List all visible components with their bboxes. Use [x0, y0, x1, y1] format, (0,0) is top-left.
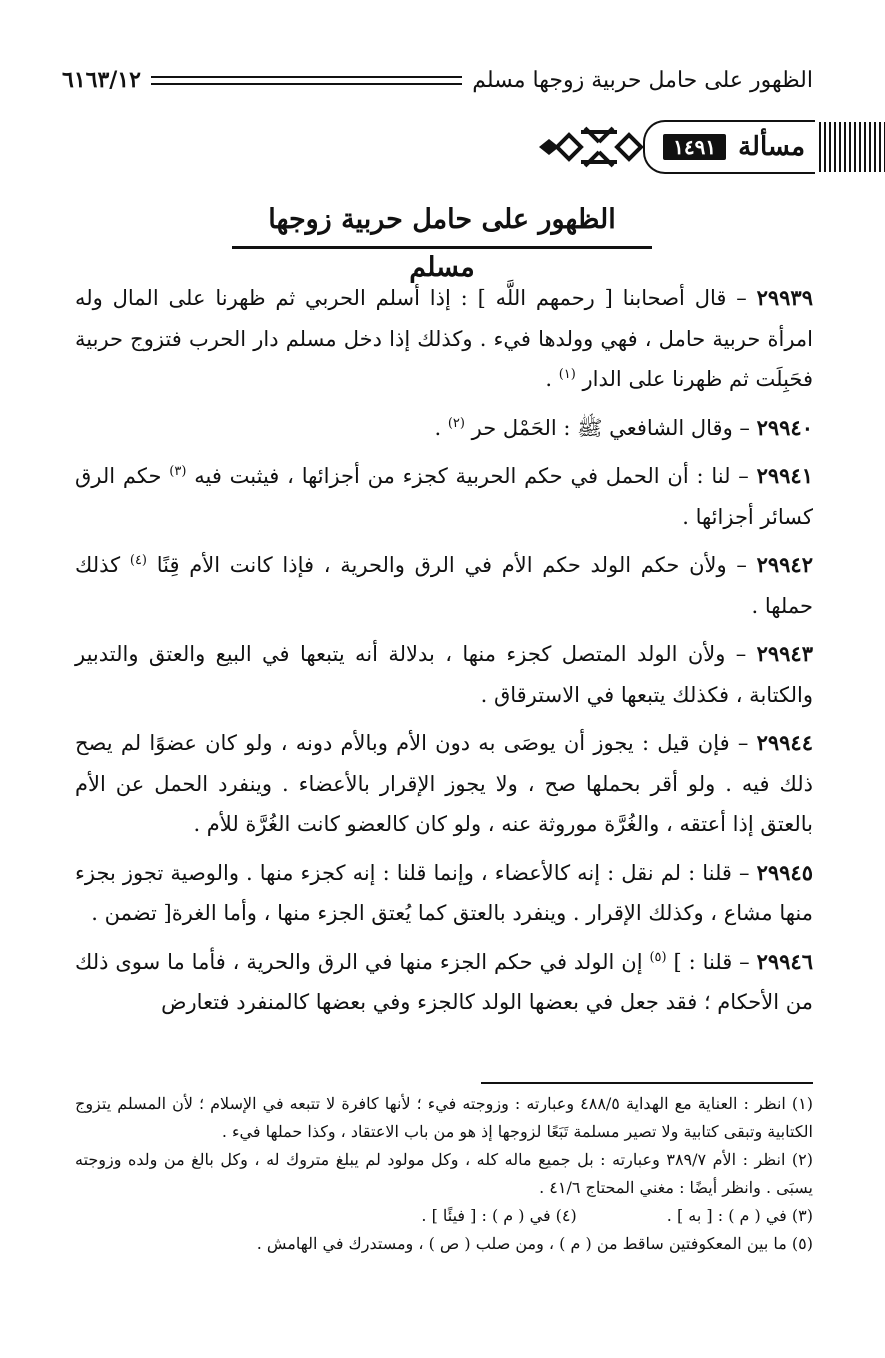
paragraph-29939: [75, 278, 813, 400]
footnote-row-3-4: [75, 1202, 813, 1230]
header-double-rule: [151, 76, 462, 85]
paragraph-29943: [75, 634, 813, 715]
paragraph-tail: إن الولد في حكم الجزء منها في الرق والحرية ، فأما ما سوى ذلك من الأحكام ؛ فقد جعل في بعضها الولد كالجزء وفي بعضها كالمنفرد فتعارض: [75, 949, 813, 1014]
paragraph-text: – قلنا : ]: [673, 949, 757, 974]
paragraph-text: – ولأن حكم الولد حكم الأم في الرق والحرية ، فإذا كانت الأم قِنًا: [156, 553, 757, 577]
paragraph-tail: .: [545, 367, 559, 391]
paragraph-number: ٢٩٩٤٣: [756, 641, 813, 666]
paragraph-text: – لنا : أن الحمل في حكم الحربية كجزء من أجزائها ، فيثبت فيه: [194, 464, 757, 488]
issue-number: ١٤٩١: [663, 134, 726, 160]
issue-label: مسألة: [738, 132, 805, 162]
paragraph-29942: [75, 545, 813, 626]
running-head: [62, 64, 813, 96]
footnote-separator: [481, 1082, 813, 1084]
paragraph-29945: [75, 853, 813, 934]
page-number: ٦١٦٣/١٢: [62, 67, 141, 93]
paragraph-text: – وقال الشافعي ﷺ : الحَمْل حر: [471, 415, 757, 440]
paragraph-29944: [75, 723, 813, 845]
footnote-3: (٣) في ( م ) : [ به ] .: [666, 1206, 813, 1225]
paragraph-tail: حكم الرق كسائر أجزائها .: [75, 464, 813, 529]
paragraph-number: ٢٩٩٤٤: [756, 730, 813, 755]
paragraph-number: ٢٩٩٣٩: [756, 285, 813, 310]
paragraph-number: ٢٩٩٤٦: [756, 948, 813, 974]
issue-label-box: [643, 120, 815, 174]
footnote-4: (٤) في ( م ) : [ فيئًا ] .: [421, 1206, 577, 1225]
paragraph-text: – فإن قيل : يجوز أن يوصَى به دون الأم وبالأم دونه ، ولو كان عضوًا لم يصح ذلك فيه . ولو أقر بحملها صح ، ولا يجوز الإقرار بالأعضاء . وينفرد الحمل عن الأم بالعتق إذا أعتقه ، والغُرَّة موروثة عنه ، ولو كان كالعضو كانت الغُرَّة للأم .: [75, 731, 813, 836]
paragraph-text: – قال أصحابنا [ رحمهم اللَّه ] : إذا أسلم الحربي ثم ظهرنا على المال وله امرأة حربية حامل ، فهي وولدها فيء . وكذلك إذا دخل مسلم دار الحرب فتزوج حربية فحَبِلَت ثم ظهرنا على الدار: [75, 286, 813, 391]
footnote-ref[interactable]: (٥): [649, 949, 667, 965]
chapter-title-block: [232, 196, 652, 283]
footnote-2: (٢) انظر : الأم ٣٨٩/٧ وعبارته : بل جميع ماله كله ، وكل مولود لم يبلغ متروك له ، وكل بالغ من ولده وزوجته يسبَى . وانظر أيضًا : مغني المحتاج ٤١/٦ .: [75, 1150, 813, 1197]
paragraph-29941: [75, 456, 813, 537]
footnote-ref[interactable]: (٣): [169, 464, 187, 479]
footnote-ref[interactable]: (٢): [447, 415, 465, 431]
footnotes: [75, 1090, 813, 1258]
footnote-ref[interactable]: (١): [558, 367, 576, 382]
footnote-ref[interactable]: (٤): [129, 553, 147, 568]
paragraph-tail: كذلك حملها .: [75, 553, 813, 618]
knot-ornament-icon: [537, 124, 647, 170]
paragraph-text: – ولأن الولد المتصل كجزء منها ، بدلالة أنه يتبعها في البيع والعتق والتدبير والكتابة ، فكذلك يتبعها في الاسترقاق .: [75, 642, 813, 707]
paragraph-number: ٢٩٩٤٢: [756, 552, 813, 577]
paragraph-number: ٢٩٩٤٥: [756, 859, 813, 885]
paragraph-29946: [75, 942, 813, 1023]
running-title: الظهور على حامل حربية زوجها مسلم: [472, 67, 813, 93]
paragraph-text: – قلنا : لم نقل : إنه كالأعضاء ، وإنما قلنا : إنه كجزء منها . والوصية تجوز بجزء منها مشاع ، وكذلك الإقرار . وينفرد بالعتق كما يُعتق الجزء منها ، وأما الغرة[ تضمن .: [75, 860, 813, 925]
chapter-title: الظهور على حامل حربية زوجها مسلم: [268, 204, 616, 283]
footnote-1: (١) انظر : العناية مع الهداية ٤٨٨/٥ وعبارته : وزوجته فيء ؛ لأنها كافرة لا تتبعه في الإسلام ؛ لأن المسلم يتزوج الكتابية وتبقى كتابية ولا تصير مسلمة تَبَعًا لزوجها إذ هو من باب الاعتقاد ، وكذا حملها فيء .: [75, 1094, 813, 1141]
paragraph-number: ٢٩٩٤٠: [756, 414, 813, 440]
issue-banner: [525, 120, 885, 182]
footnote-5: (٥) ما بين المعكوفتين ساقط من ( م ) ، ومن صلب ( ص ) ، ومستدرك في الهامش .: [256, 1234, 813, 1253]
paragraph-29940: [75, 408, 813, 449]
hatch-ornament: [819, 122, 885, 172]
paragraph-tail: .: [434, 415, 448, 440]
paragraph-number: ٢٩٩٤١: [756, 463, 813, 488]
body-text: [75, 278, 813, 1031]
